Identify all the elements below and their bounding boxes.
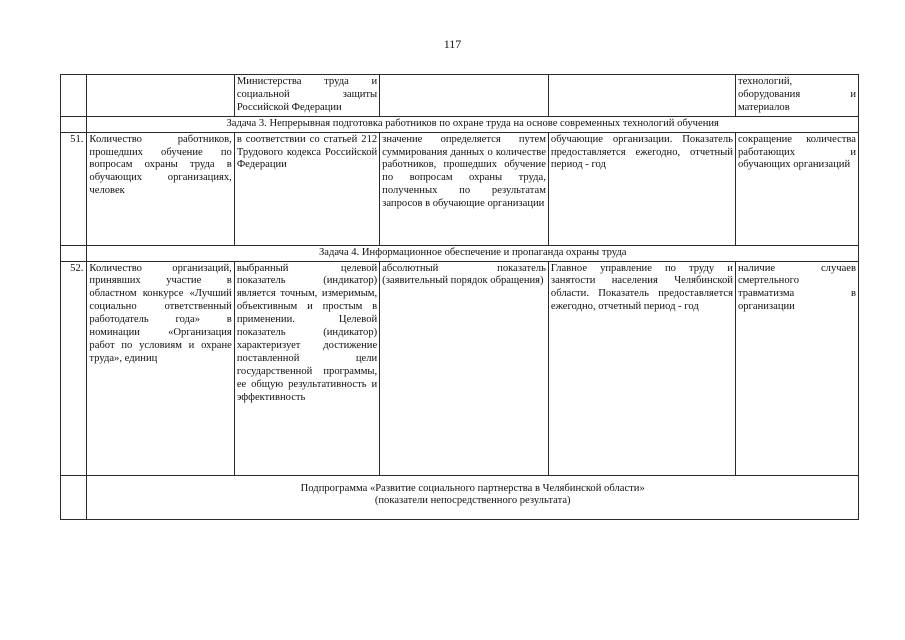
- subprogram-title: [87, 475, 859, 519]
- task-title: Задача 3. Непрерывная подготовка работников по охране труда на основе современных технологий обучения: [87, 116, 859, 132]
- cell-basis: Министерства труда и социальной защиты Российской Федерации: [234, 75, 379, 117]
- subprogram-title-line1: Подпрограмма «Развитие социального партнерства в Челябинской области»: [300, 482, 645, 494]
- cell-method: значение определяется путем суммирования данных о количестве работников, прошедших обучение по вопросам охраны труда, полученных по результатам запросов в обучающие организации: [380, 132, 549, 245]
- cell-source: Главное управление по труду и занятости населения Челябинской области. Показатель предоставляется ежегодно, отчетный период - год: [548, 261, 735, 475]
- cell-basis: выбранный целевой показатель (индикатор) является точным, измеримым, объективным и простым в применении. Целевой показатель (индикатор) характеризует достижение поставленной цели государственной программы, ее общую результативность и эффективность: [234, 261, 379, 475]
- table-row-52: [61, 261, 859, 475]
- cell-indicator-name: Количество работников, прошедших обучение по вопросам охраны труда в обучающих организациях, человек: [87, 132, 234, 245]
- table-row-continuation: [61, 75, 859, 117]
- cell-method: [380, 75, 549, 117]
- cell-indicator-name: Количество организаций, принявших участие в областном конкурсе «Лучший социально ответственный работодатель года» в номинации «Организация работ по условиям и охране труда», единиц: [87, 261, 234, 475]
- cell-number: 52.: [61, 261, 87, 475]
- cell-reason: технологий, оборудования и материалов: [735, 75, 858, 117]
- subprogram-row: [61, 475, 859, 519]
- cell-method: абсолютный показатель (заявительный порядок обращения): [380, 261, 549, 475]
- cell-source: [548, 75, 735, 117]
- task-title: Задача 4. Информационное обеспечение и пропаганда охраны труда: [87, 245, 859, 261]
- cell-number: [61, 116, 87, 132]
- cell-reason: сокращение количества работающих и обучающих организаций: [735, 132, 858, 245]
- cell-number: 51.: [61, 132, 87, 245]
- cell-basis: в соответствии со статьей 212 Трудового кодекса Российской Федерации: [234, 132, 379, 245]
- cell-number: [61, 245, 87, 261]
- cell-reason: наличие случаев смертельного травматизма в организации: [735, 261, 858, 475]
- cell-number: [61, 75, 87, 117]
- page-number: 117: [443, 37, 462, 51]
- subprogram-title-line2: (показатели непосредственного результата): [374, 495, 571, 507]
- table-row-51: [61, 132, 859, 245]
- task-row-4: [61, 245, 859, 261]
- cell-indicator-name: [87, 75, 234, 117]
- task-row-3: [61, 116, 859, 132]
- cell-number: [61, 475, 87, 519]
- indicators-table: [60, 74, 859, 520]
- cell-source: обучающие организации. Показатель предоставляется ежегодно, отчетный период - год: [548, 132, 735, 245]
